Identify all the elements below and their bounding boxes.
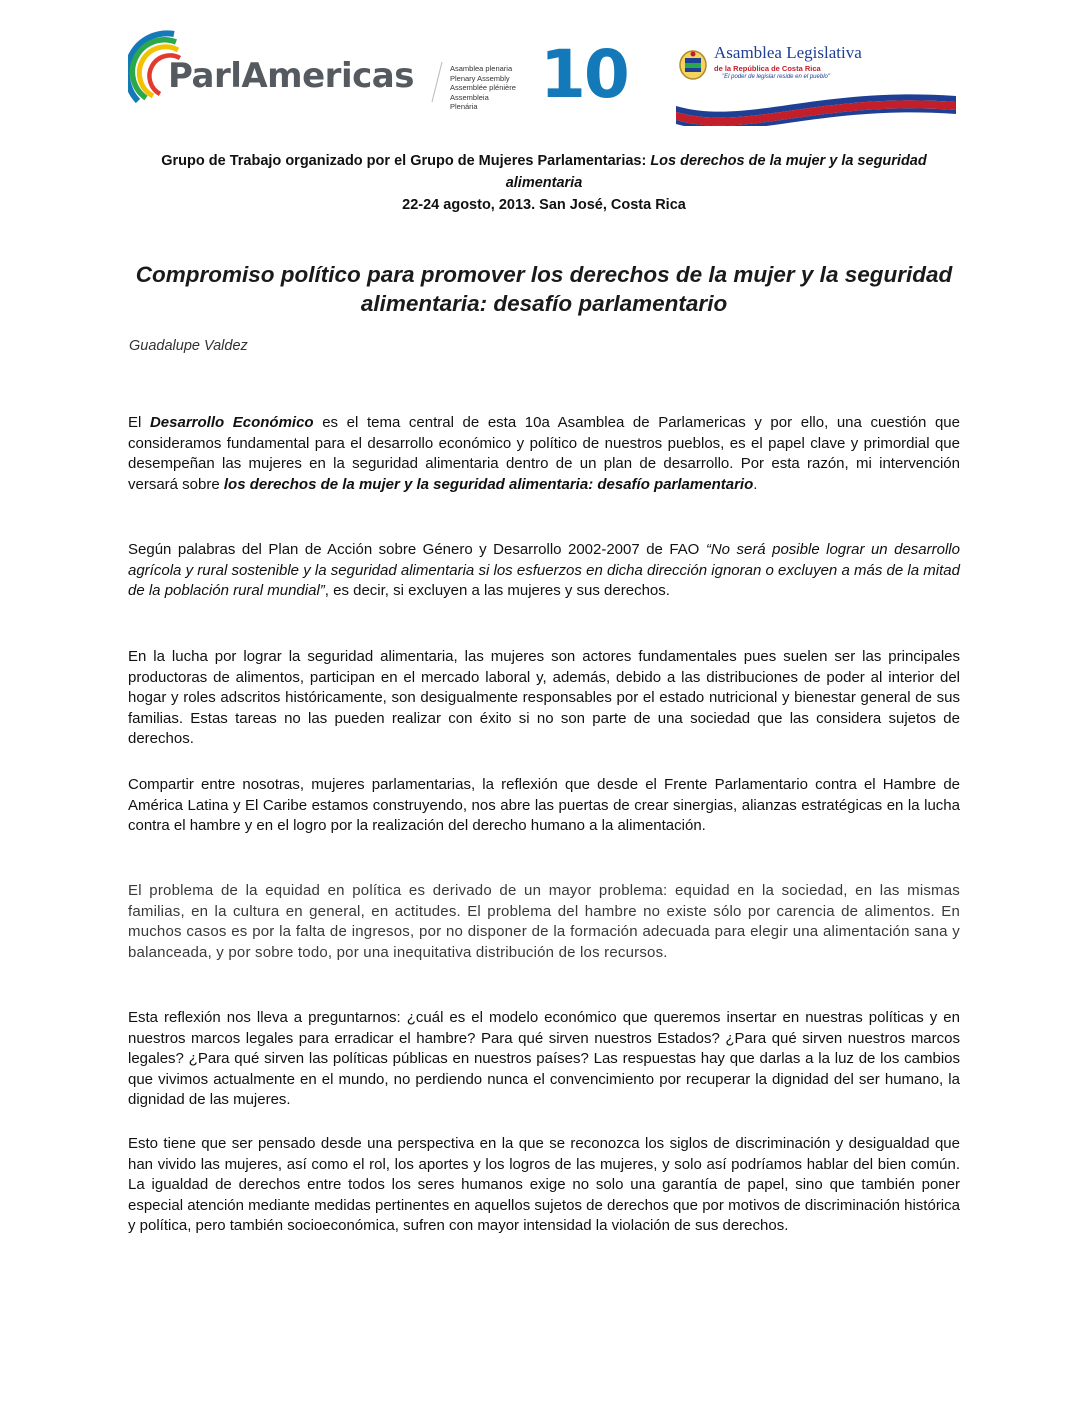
language-label: Assemblée plénière (450, 83, 516, 92)
text-run: , es decir, si excluyen a las mujeres y sus derechos. (324, 582, 670, 600)
text-run-bold-italic: derechos de la mujer y la seguridad alimentaria: desafío parlamentario (245, 475, 754, 493)
divider-slash (430, 60, 444, 104)
paragraph-7: Esto tiene que ser pensado desde una perspectiva en la que se reconozca los siglos de discriminación y desigualdad que han vivido las mujeres, así como el rol, los aportes y los logros de las mujeres, y solo así podríamos hablar del bien común. La igualdad de derechos entre todos los seres humanos exige no solo una garantía de papel, sino que también poner especial atención mediante medidas pertinentes en aquellos sujetos de derechos que por motivos de discriminación histórica y política, pero también socioeconómica, sufren con mayor intensidad la violación de sus derechos. (128, 1135, 960, 1235)
host-subtitle: de la República de Costa Rica (714, 64, 821, 73)
paragraph-2 (128, 540, 960, 602)
text-run: El (128, 414, 150, 431)
asamblea-legislativa-logo (676, 36, 956, 126)
parlamericas-logo (128, 26, 518, 121)
language-label: Assembleia Plenária (450, 92, 489, 111)
paragraph-6: Esta reflexión nos lleva a preguntarnos: ¿cuál es el modelo económico que queremos insertar en nuestras políticas y en nuestros marcos legales para erradicar el hambre? Para qué sirven nuestros Estados? ¿Para qué sirven nuestros marcos legales? ¿Para qué sirven las políticas públicas en nuestros países? Las respuestas hay que darlas a la luz de los cambios que vivimos actualmente en el mundo, no perdiendo nunca el convencimiento por recuperar la dignidad del ser humano, la dignidad de las mujeres. (128, 1009, 960, 1109)
text-run-bold-italic: los (223, 475, 246, 493)
language-label: Plenary Assembly (450, 73, 510, 83)
host-name: Asamblea Legislativa (714, 43, 862, 62)
flag-wave-graphic (676, 76, 956, 126)
plenary-assembly-languages (450, 64, 518, 112)
paragraph-1 (128, 413, 960, 495)
event-topic: Los derechos de la mujer y la seguridad alimentaria (505, 153, 927, 191)
paragraph-3: En la lucha por lograr la seguridad alimentaria, las mujeres son actores fundamentales pues suelen ser las principales productoras de alimentos, participan en el mercado laboral y, además, debido a las distribuciones de poder al interior del hogar y roles adscritos históricamente, son desigualmente responsables por el estado nutricional y bienestar general de sus familias. Estas tareas no las pueden realizar con éxito si no son parte de una sociedad que las considera sujetos de derechos. (128, 648, 960, 748)
paragraph-4: Compartir entre nosotras, mujeres parlamentarias, la reflexión que desde el Frente Parlamentario contra el Hambre de América Latina y El Caribe estamos construyendo, nos abre las puertas de crear sinergias, alianzas estratégicas en la lucha contra el hambre y en el logro por la realización del derecho humano a la alimentación. (128, 776, 960, 835)
host-motto: "El poder de legislar reside en el pueblo" (722, 74, 830, 80)
text-run: . (753, 475, 758, 493)
language-label: Asamblea plenaria (450, 64, 513, 73)
text-run: es el tema central de esta 10a Asamblea de Parlamericas y por ello, una cuestión que consideramos fundamental para el desarrollo económico y político de nuestros pueblos, es el papel clave y primordial que desempeñan las mujeres en la seguridad alimentaria dentro de un plan de desarrollo. Por esta razón, mi intervención versará sobre (128, 414, 960, 493)
text-run: Según palabras del Plan de Acción sobre Género y Desarrollo 2002-2007 de FAO (128, 541, 706, 558)
event-group-text: Grupo de Trabajo organizado por el Grupo de Mujeres Parlamentarias: (161, 153, 651, 169)
fao-quote: “No será posible lograr un desarrollo agrícola y rural sostenible y la seguridad alimentaria si los esfuerzos en dicha dirección ignoran o excluyen a más de la mitad de la población rural mundial” (128, 541, 960, 600)
header (128, 20, 958, 125)
text-run-bold-italic: Desarrollo Económico (149, 414, 314, 431)
event-date-place: 22-24 agosto, 2013. San José, Costa Rica (402, 197, 686, 213)
parlamericas-wordmark: ParlAmericas (168, 56, 414, 96)
document-title: Compromiso político para promover los derechos de la mujer y la seguridad alimentaria: desafío parlamentario (135, 262, 953, 316)
event-heading (128, 150, 960, 216)
edition-number: 10 (540, 36, 628, 113)
paragraph-5: El problema de la equidad en política es derivado de un mayor problema: equidad en la sociedad, en las mismas familias, en la cultura en general, en actitudes. El problema del hambre no existe sólo por carencia de alimentos. En muchos casos es por la falta de ingresos, por no disponer de la formación adecuada para elegir una alimentación sana y balanceada, y por sobre todo, por una inequitativa distribución de los recursos. (128, 882, 960, 961)
author-name: Guadalupe Valdez (129, 338, 248, 354)
